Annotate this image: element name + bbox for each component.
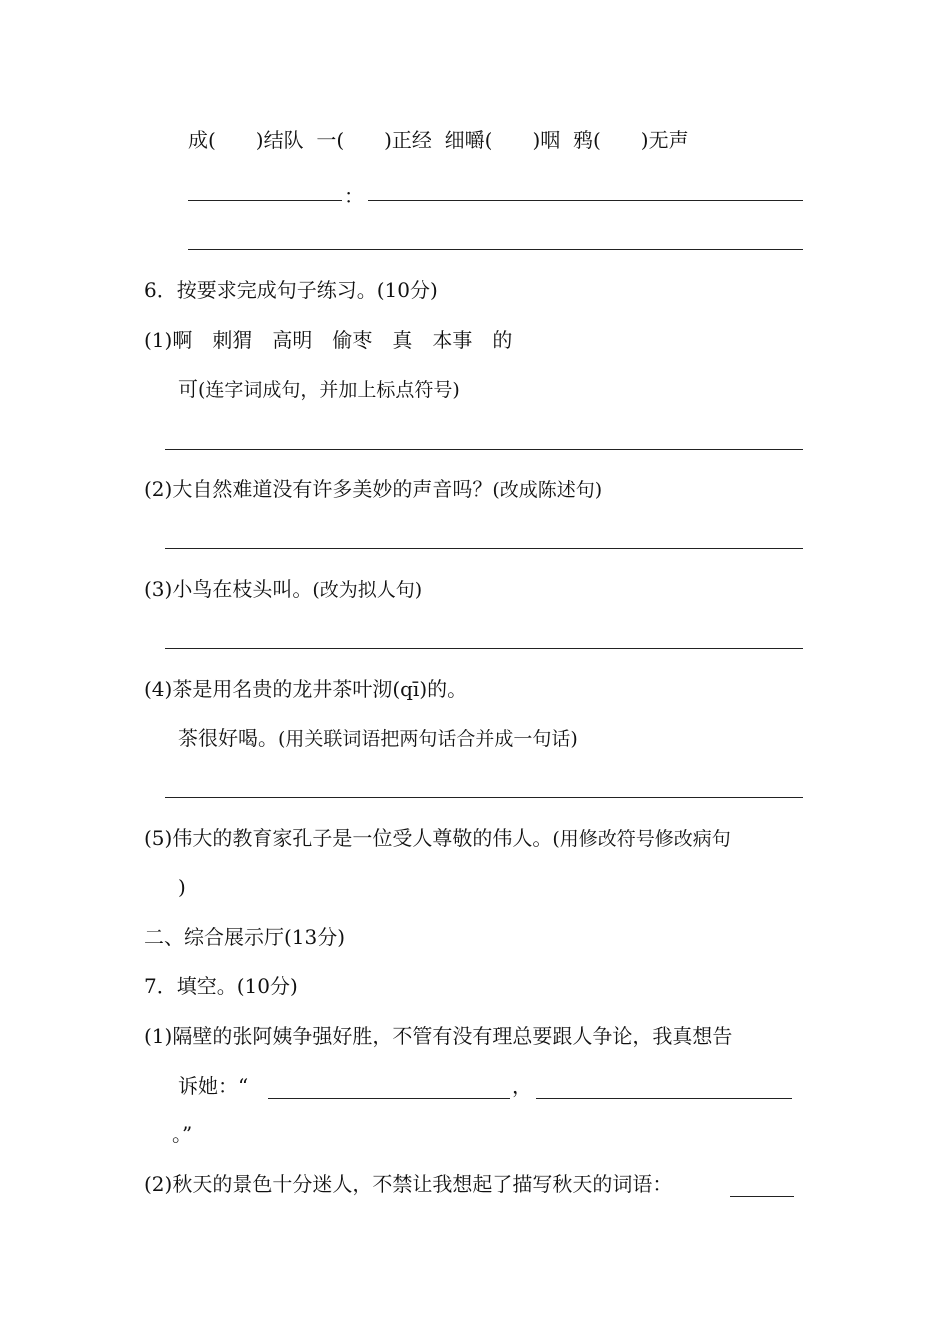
idiom-answer-blank-1[interactable]	[368, 200, 803, 201]
q6-p5-hint: (用修改符号修改病句	[552, 828, 731, 850]
q7-p1-blank-1[interactable]	[268, 1098, 510, 1099]
q6-p3	[144, 575, 422, 604]
q6-p1-instruction	[178, 375, 460, 404]
q6-p5-close: )	[178, 875, 186, 899]
q6-p1-hint: (连字词成句，并加上标点符号)	[198, 379, 460, 401]
q6-title: 6．按要求完成句子练习。(10分)	[144, 278, 438, 302]
q6-p5-text: (5)伟大的教育家孔子是一位受人尊敬的伟人。	[144, 826, 553, 850]
q6-p4-instruction	[178, 724, 578, 753]
section2-title: 二、综合展示厅(13分)	[144, 925, 346, 949]
idiom-colon: ：	[344, 184, 364, 208]
q6-p2	[144, 475, 602, 504]
q6-p4-answer-blank[interactable]	[165, 797, 803, 798]
q7-p1-comma: ，	[512, 1074, 532, 1098]
idiom-row: 成( )结队 一( )正经 细嚼( )咽 鸦( )无声	[188, 128, 689, 152]
q6-p4-text: (4)茶是用名贵的龙井茶叶沏(qī)的。	[144, 677, 468, 701]
q6-p3-text: (3)小鸟在枝头叫。	[144, 577, 313, 601]
q6-p4-hint: (用关联词语把两句话合并成一句话)	[278, 728, 578, 750]
q6-p3-answer-blank[interactable]	[165, 648, 803, 649]
q7-p2-blank[interactable]	[730, 1196, 794, 1197]
q6-p1-answer-blank[interactable]	[165, 449, 803, 450]
q7-p1-line3: 。”	[172, 1122, 193, 1146]
q7-p1-line1: (1)隔壁的张阿姨争强好胜，不管有没有理总要跟人争论，我真想告	[144, 1024, 733, 1048]
q6-p2-hint: (改成陈述句)	[492, 479, 603, 501]
idiom-category-blank[interactable]	[188, 200, 342, 201]
idiom-answer-blank-2[interactable]	[188, 249, 803, 250]
q7-p1-line2: 诉她：“	[178, 1074, 249, 1098]
q6-p1-words: (1)啊 刺猬 高明 偷枣 真 本事 的	[144, 328, 513, 352]
q7-p2-line1: (2)秋天的景色十分迷人，不禁让我想起了描写秋天的词语：	[144, 1172, 673, 1196]
q6-p2-text: (2)大自然难道没有许多美妙的声音吗？	[144, 477, 493, 501]
q6-p5	[144, 824, 731, 853]
q6-p4-text2: 茶很好喝。	[178, 726, 278, 750]
q6-p3-hint: (改为拟人句)	[312, 579, 423, 601]
q6-p1-words2: 可	[178, 377, 198, 401]
q7-p1-blank-2[interactable]	[536, 1098, 792, 1099]
q6-p2-answer-blank[interactable]	[165, 548, 803, 549]
q7-title: 7．填空。(10分)	[144, 974, 298, 998]
